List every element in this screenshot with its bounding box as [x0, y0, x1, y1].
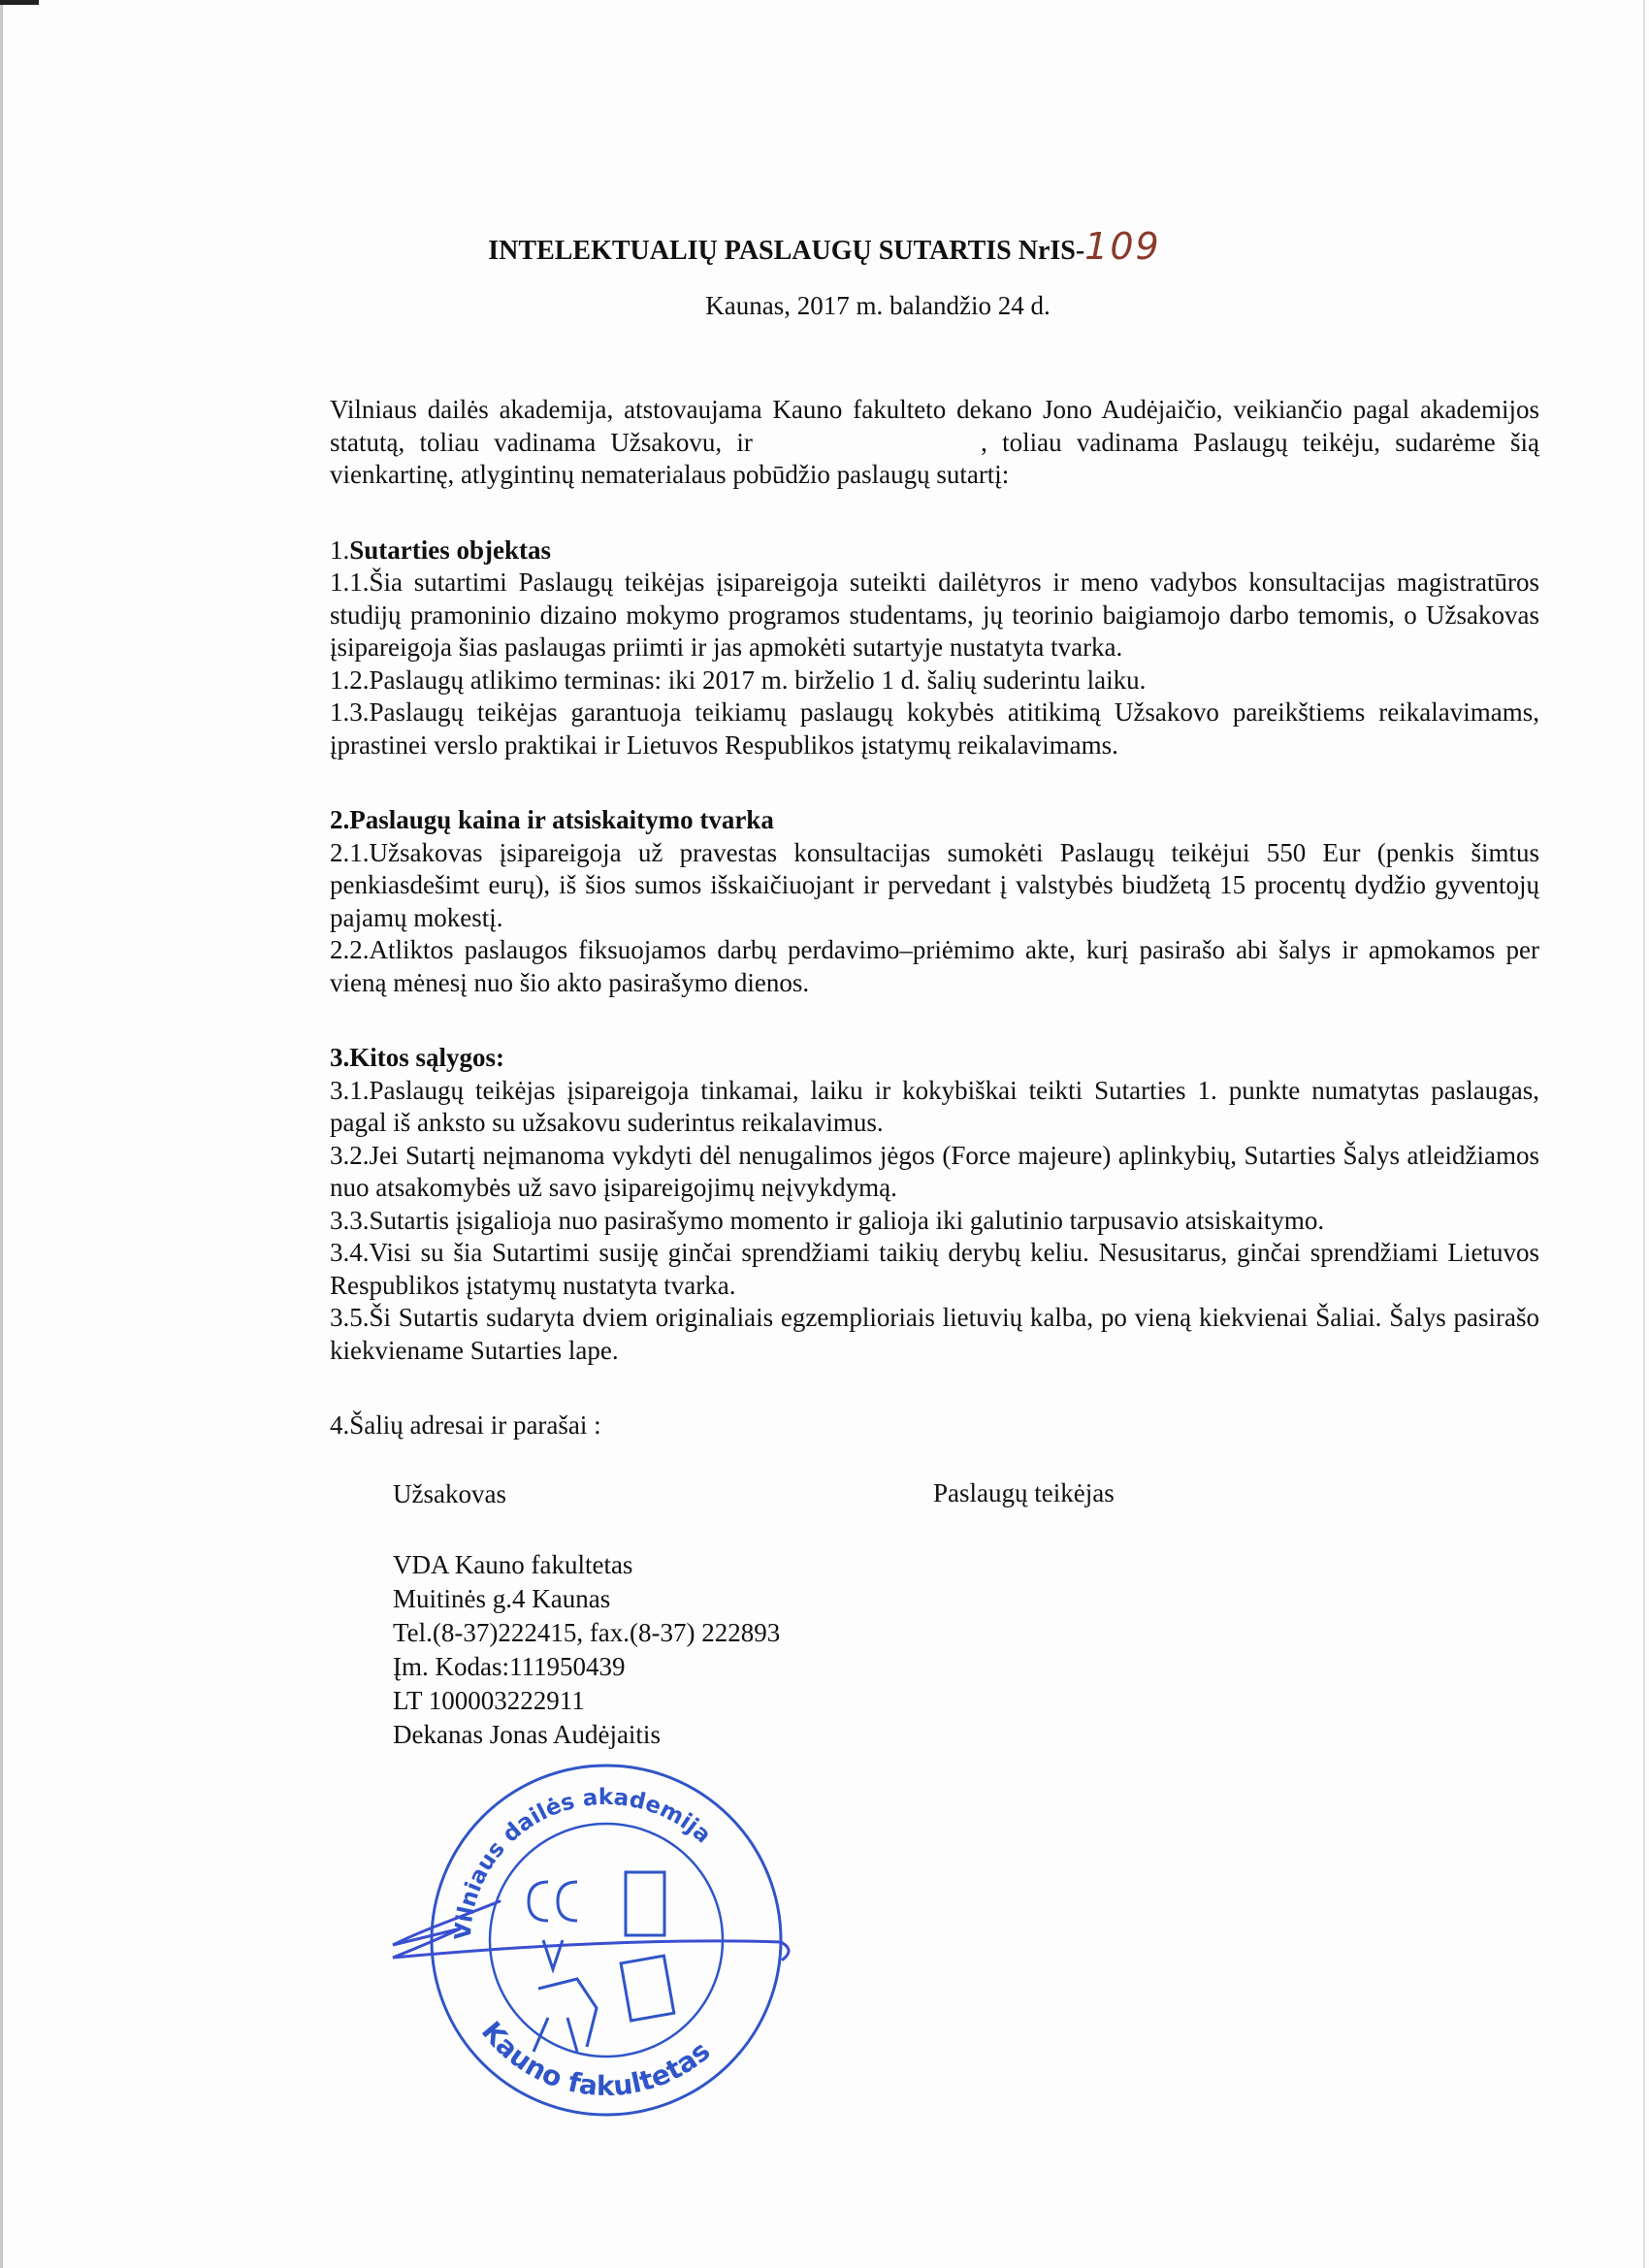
clause: 1.2.Paslaugų atlikimo terminas: iki 2017 m. birželio 1 d. šalių suderintu laiku. [330, 664, 1147, 695]
provider-label: Paslaugų teikėjas [933, 1477, 1115, 1507]
customer-line: Įm. Kodas:111950439 [393, 1651, 626, 1681]
intro-part1: Vilniaus dailės akademija, atstovaujama Kauno fakulteto dekano Jono Audėjaičio, veikiančio pagal akademijos statutą, toliau vadinama Užsakovu, ir [330, 395, 1539, 457]
stamp-area [354, 1756, 933, 2124]
clause: 2.2.Atliktos paslaugos fiksuojamos darbų perdavimo–priėmimo akte, kurį pasirašo abi šalys ir apmokamos per vieną mėnesį nuo šio akto pasirašymo dienos. [330, 935, 1539, 997]
clause: 3.1.Paslaugų teikėjas įsipareigoja tinkamai, laiku ir kokybiškai teikti Sutarties 1. punkte numatytas paslaugas, pagal iš anksto su užsakovu suderintus reikalavimus. [330, 1075, 1539, 1137]
clause: 3.4.Visi su šia Sutartimi susiję ginčai sprendžiami taikių derybų keliu. Nesusitarus, ginčai sprendžiami Lietuvos Respublikos įstatymų nustatyta tvarka. [330, 1238, 1539, 1300]
clause: 1.1.Šia sutartimi Paslaugų teikėjas įsipareigoja suteikti dailėtyros ir meno vadybos konsultacijas magistratūros studijų pramoninio dizaino mokymo programos studentams, jų teorinio baigiamojo darbo temomis, o Užsakovas įsipareigoja šias paslaugas priimti ir jas apmokėti sutartyje nustatyta tvarka. [330, 567, 1539, 662]
customer-line: Tel.(8-37)222415, fax.(8-37) 222893 [393, 1617, 781, 1647]
stamp-bottom-text: Kauno fakultetas [474, 2015, 717, 2102]
clause: 3.5.Ši Sutartis sudaryta dviem originaliais egzemplioriais lietuvių kalba, po vieną kiekvienai Šaliai. Šalys pasirašo kiekviename Sutarties lape. [330, 1303, 1539, 1365]
contract-body [330, 394, 1539, 2124]
intro-part2: , toliau vadinama Paslaugų teikėju, sudarėme šią vienkartinę, atlygintinų nematerialaus pobūdžio paslaugų sutartį: [330, 427, 1539, 489]
section-1-heading: 1.Sutarties objektas [330, 535, 551, 565]
intro-paragraph [330, 394, 1539, 492]
customer-line: LT 100003222911 [393, 1685, 585, 1715]
scan-corner-mark [0, 0, 39, 5]
title-text: INTELEKTUALIŲ PASLAUGŲ SUTARTIS NrIS- [488, 236, 1085, 266]
stamp-and-signature [354, 1756, 897, 2124]
clause: 2.1.Užsakovas įsipareigoja už pravestas konsultacijas sumokėti Paslaugų teikėjui 550 Eur (penkis šimtus penkiasdešimt eurų), iš šios sumos išskaičiuojant ir pervedant į valstybės biudžetą 15 procentų dydžio gyventojų pajamų mokestį. [330, 837, 1539, 932]
section-2-heading: 2.Paslaugų kaina ir atsiskaitymo tvarka [330, 805, 774, 834]
scan-edge-right [1643, 0, 1645, 2268]
handwritten-signature-icon [393, 1901, 789, 1960]
clause: 3.2.Jei Sutartį neįmanoma vykdyti dėl nenugalimos jėgos (Force majeure) aplinkybių, Sutarties Šalys atleidžiamos nuo atsakomybės už savo įsipareigojimų neįvykdymą. [330, 1140, 1539, 1202]
clause: 1.3.Paslaugų teikėjas garantuoja teikiamų paslaugų kokybės atitikimą Užsakovo pareikštiems reikalavimams, įprastinei verslo praktikai ir Lietuvos Respublikos įstatymų reikalavimams. [330, 697, 1539, 760]
customer-details [330, 1477, 933, 2124]
customer-line: VDA Kauno fakultetas [393, 1549, 633, 1579]
section-3-heading: 3.Kitos sąlygos: [330, 1043, 505, 1072]
clause: 3.3.Sutartis įsigalioja nuo pasirašymo momento ir galioja iki galutinio tarpusavio atsiskaitymo. [330, 1205, 1325, 1235]
scan-edge-left [0, 0, 3, 2268]
place-date: Kaunas, 2017 m. balandžio 24 d. [705, 291, 1051, 320]
signatures-row [330, 1477, 1539, 2124]
customer-line: Dekanas Jonas Audėjaitis [393, 1719, 661, 1749]
handwritten-contract-number: 109 [1084, 225, 1161, 268]
contract-title [0, 225, 1649, 268]
signatures-heading: 4.Šalių adresai ir parašai : [330, 1410, 601, 1440]
customer-label: Užsakovas [393, 1478, 506, 1508]
customer-line: Muitinės g.4 Kaunas [393, 1583, 611, 1613]
stamp-top-text: Vilniaus dailės akademija [450, 1784, 716, 1940]
